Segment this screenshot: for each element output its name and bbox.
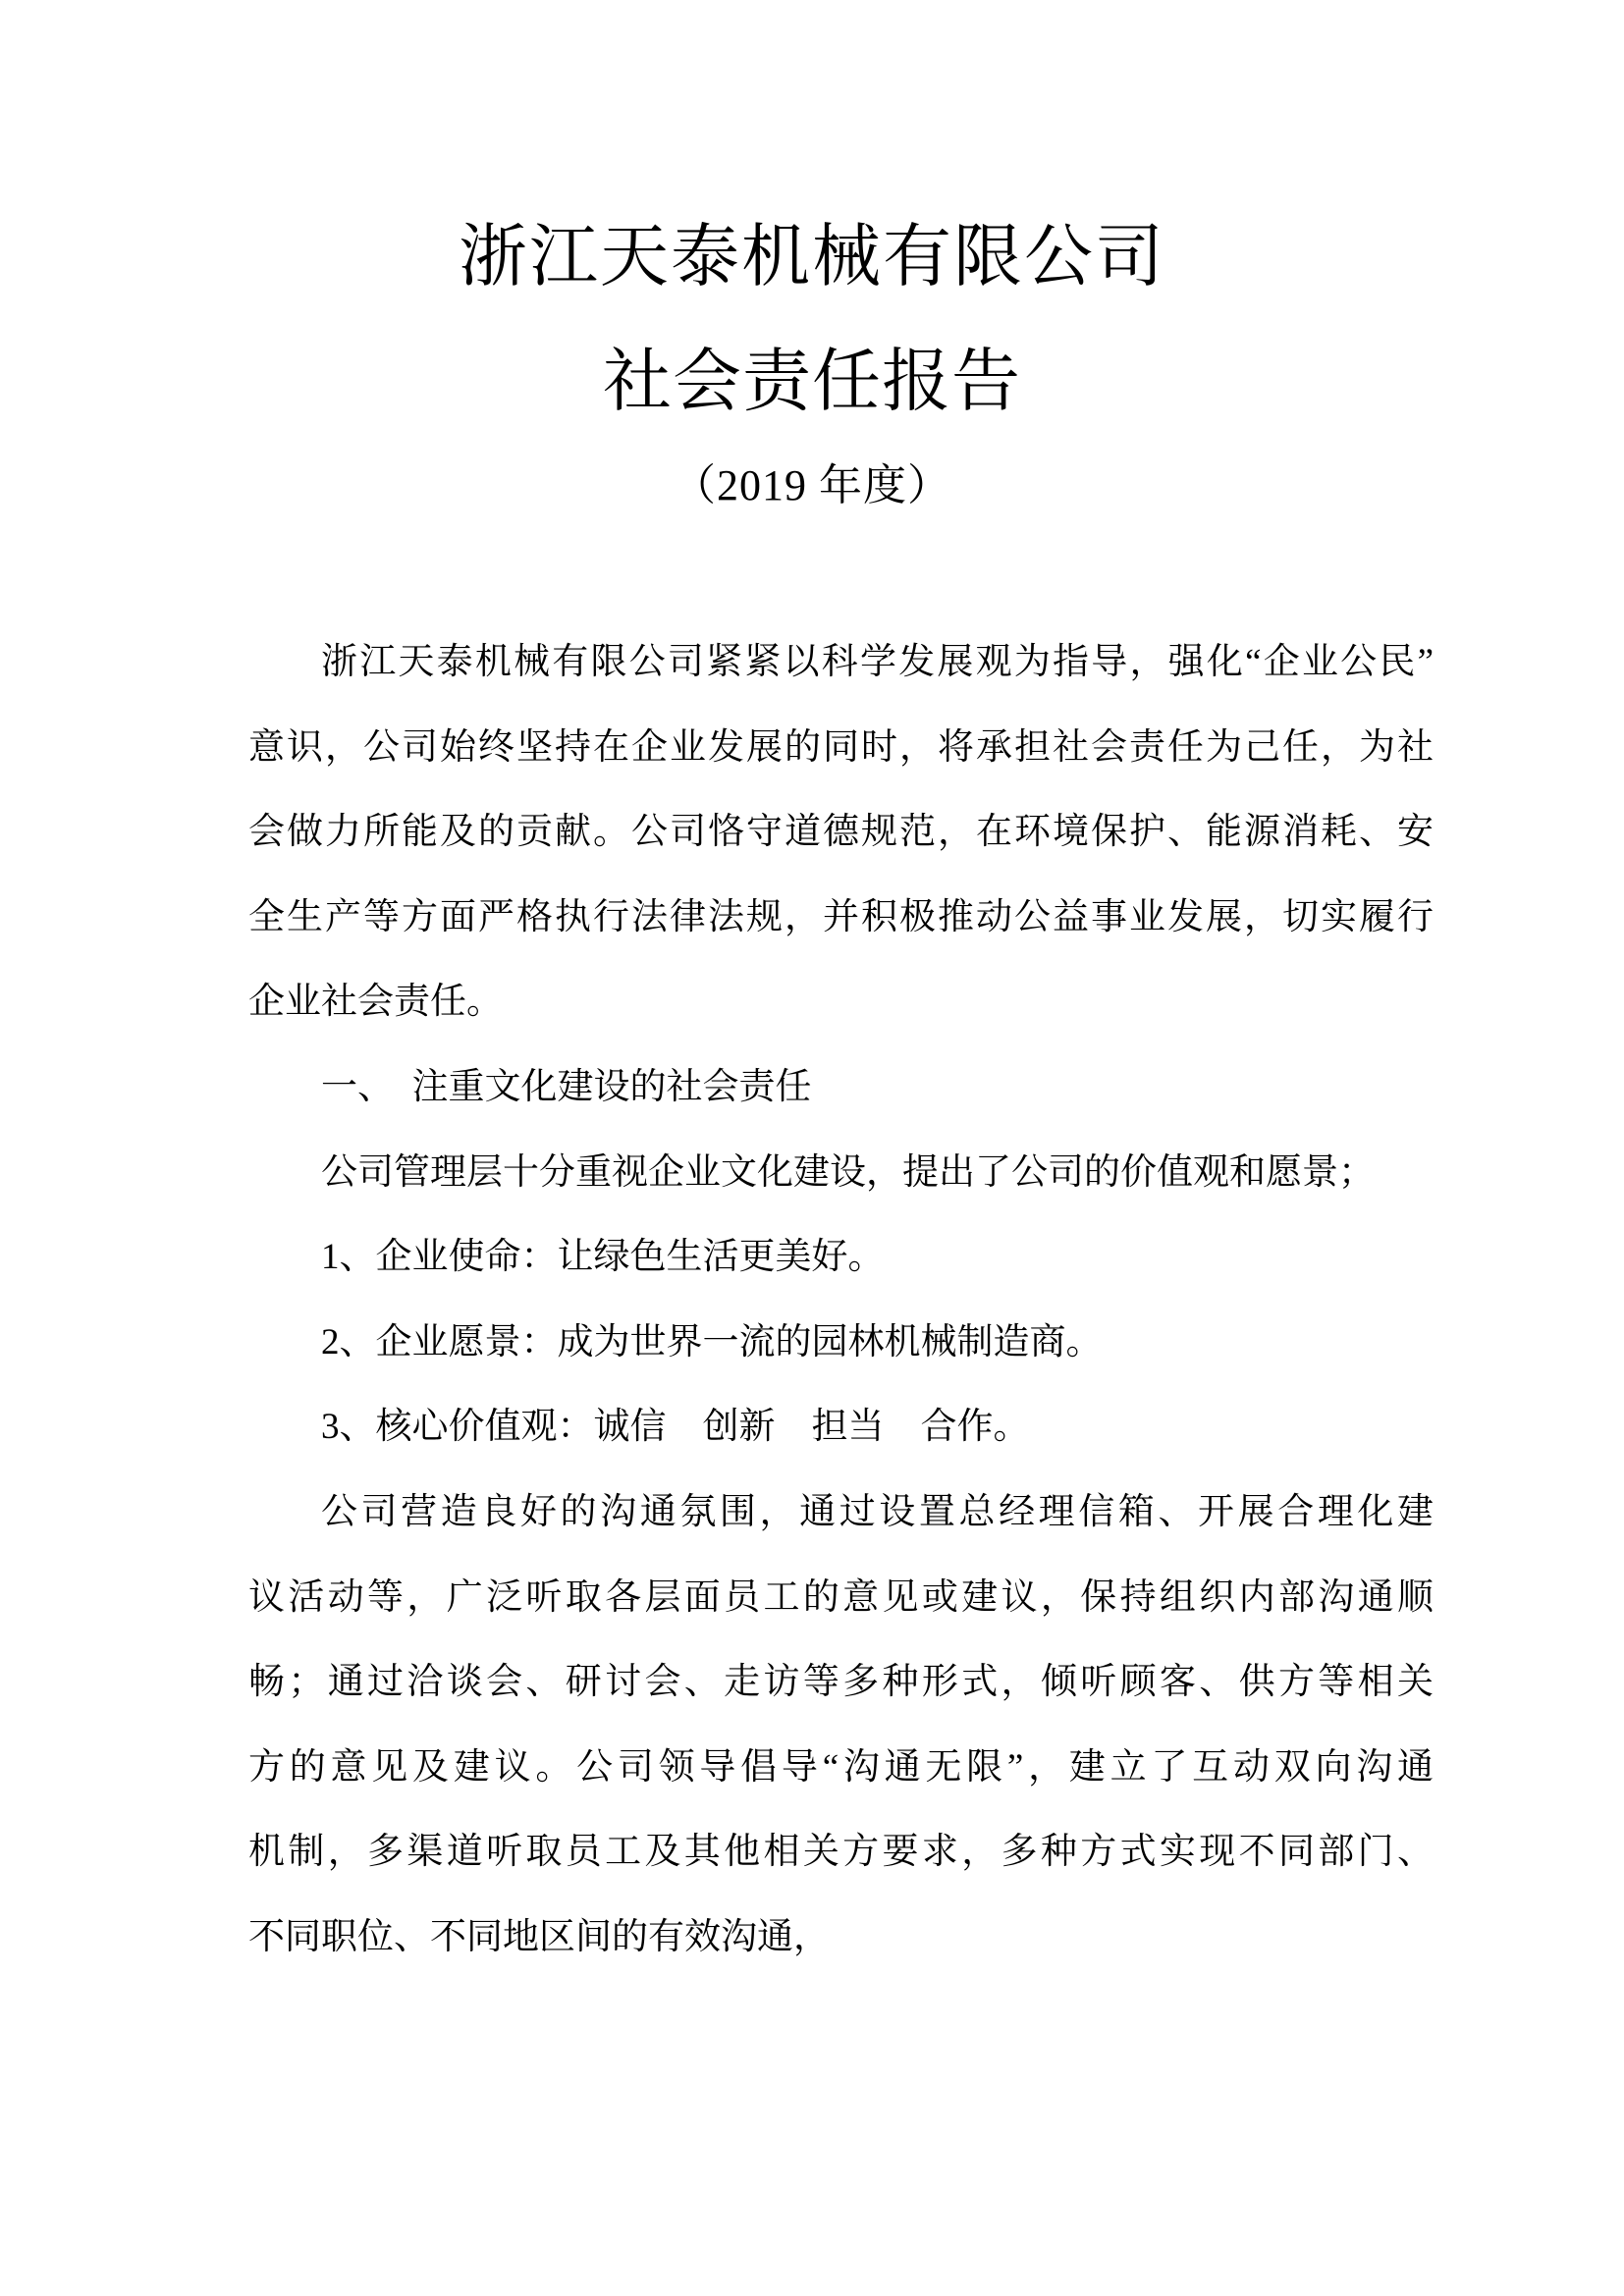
list-item: 3、核心价值观：诚信 创新 担当 合作。: [321, 1407, 1030, 1448]
list-item: 2、企业愿景：成为世界一流的园林机械制造商。: [321, 1321, 1103, 1362]
body-line: 全生产等方面严格执行法律法规，并积极推动公益事业发展，切实履行: [248, 896, 1434, 937]
body-line: 机制，多渠道听取员工及其他相关方要求，多种方式实现不同部门、: [248, 1832, 1434, 1873]
body-line: 公司管理层十分重视企业文化建设，提出了公司的价值观和愿景；: [321, 1151, 1375, 1193]
company-title: 浙江天泰机械有限公司: [459, 220, 1165, 295]
body-line: 浙江天泰机械有限公司紧紧以科学发展观为指导，强化“企业公民”: [321, 642, 1434, 682]
report-title: 社会责任报告: [603, 345, 1021, 420]
body-line: 企业社会责任。: [248, 982, 503, 1023]
body-line: 公司营造良好的沟通氛围，通过设置总经理信箱、开展合理化建: [321, 1491, 1434, 1532]
body-line: 意识，公司始终坚持在企业发展的同时，将承担社会责任为己任，为社: [248, 726, 1434, 768]
body-line: 不同职位、不同地区间的有效沟通，: [248, 1916, 830, 1957]
report-period: （2019 年度）: [673, 461, 951, 509]
body-line: 会做力所能及的贡献。公司恪守道德规范，在环境保护、能源消耗、安: [248, 812, 1434, 853]
body-line: 畅；通过洽谈会、研讨会、走访等多种形式，倾听顾客、供方等相关: [248, 1662, 1434, 1703]
list-item: 1、企业使命：让绿色生活更美好。: [321, 1237, 885, 1278]
document-body: [248, 620, 1434, 1981]
body-line: 方的意见及建议。公司领导倡导“沟通无限”，建立了互动双向沟通: [248, 1746, 1434, 1788]
body-line: 议活动等，广泛听取各层面员工的意见或建议，保持组织内部沟通顺: [248, 1576, 1434, 1618]
section-heading: 一、 注重文化建设的社会责任: [321, 1066, 812, 1107]
